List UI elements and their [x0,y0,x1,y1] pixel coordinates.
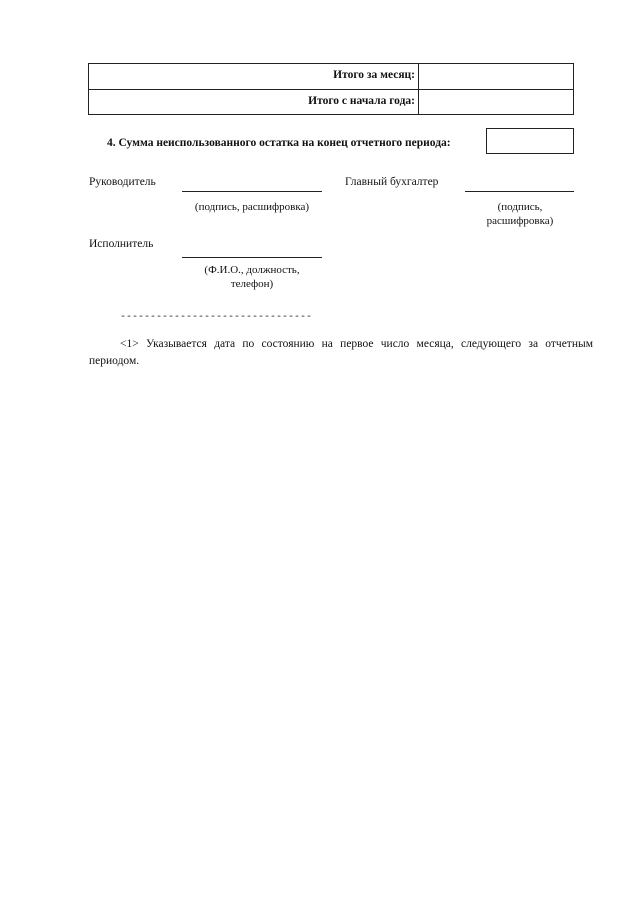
accountant-caption [460,200,580,228]
executor-label: Исполнитель [89,238,154,250]
totals-month-row [89,64,573,90]
accountant-caption-line1: (подпись, [497,201,543,213]
executor-caption [172,263,332,291]
totals-year-value[interactable] [420,90,572,116]
totals-table [88,63,574,115]
totals-year-row [89,90,573,116]
head-label: Руководитель [89,176,156,188]
totals-column-divider [418,63,419,115]
accountant-signature-line[interactable] [465,191,574,192]
executor-signature-line[interactable] [182,257,322,258]
head-caption [172,200,332,214]
totals-year-label: Итого с начала года: [308,95,415,107]
footnote-text: <1> Указывается дата по состоянию на первое число месяца, следующего за отчетным периодом. [89,338,593,367]
section4-value-box[interactable] [486,128,574,154]
accountant-label: Главный бухгалтер [345,176,439,188]
footnote-separator: -------------------------------- [120,312,313,323]
totals-month-value[interactable] [420,64,572,90]
executor-caption-line2: телефон) [230,278,274,290]
totals-month-label: Итого за месяц: [333,69,415,81]
head-signature-line[interactable] [182,191,322,192]
head-caption-text: (подпись, расшифровка) [194,201,310,213]
section4-label: 4. Сумма неиспользованного остатка на конец отчетного периода: [107,137,451,149]
accountant-caption-line2: расшифровка) [486,215,554,227]
executor-caption-line1: (Ф.И.О., должность, [204,264,300,276]
